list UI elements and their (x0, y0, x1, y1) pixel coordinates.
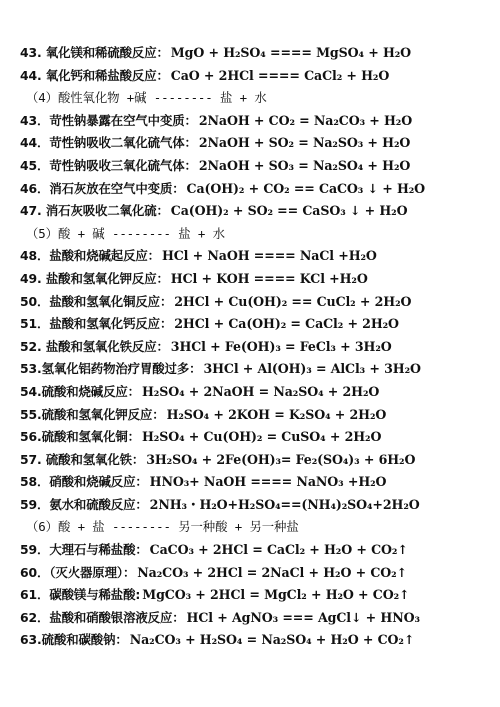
reaction-label: 53.氢氧化铝药物治疗胃酸过多： (20, 361, 202, 377)
reaction-label: 46．消石灰放在空气中变质： (20, 180, 185, 196)
equation-line-54 (20, 381, 490, 404)
reaction-equation: H₂SO₄ + Cu(OH)₂ = CuSO₄ + 2H₂O (141, 429, 382, 445)
reaction-label: 63.硫酸和碳酸钠： (20, 632, 128, 648)
reaction-label: 54.硫酸和烧碱反应： (20, 383, 140, 399)
equation-line-43-mgo (20, 42, 490, 65)
section-heading-6: （6）酸 + 盐 -------- 另一种酸 + 另一种盐 (26, 519, 299, 535)
reaction-label: 59．氨水和硫酸反应： (20, 496, 148, 512)
equation-line-44-naoh-so2 (20, 132, 490, 155)
reaction-equation: 2NaOH + CO₂ = Na₂CO₃ + H₂O (198, 112, 413, 128)
equation-line-59-marble (20, 539, 490, 562)
equation-line-52 (20, 336, 490, 359)
reaction-label: 60．（灭火器原理）： (20, 564, 136, 580)
reaction-label: 62．盐酸和硝酸银溶液反应： (20, 609, 185, 625)
reaction-equation: CaCO₃ + 2HCl = CaCl₂ + H₂O + CO₂↑ (149, 542, 408, 558)
reaction-equation: 2NaOH + SO₃ = Na₂SO₄ + H₂O (198, 157, 411, 173)
reaction-equation: 3HCl + Fe(OH)₃ = FeCl₃ + 3H₂O (170, 338, 392, 354)
reaction-equation: HCl + AgNO₃ === AgCl↓ + HNO₃ (186, 609, 420, 625)
reaction-label: 59．大理石与稀盐酸： (20, 542, 148, 558)
reaction-label: 44. 氧化钙和稀盐酸反应： (20, 67, 169, 83)
equation-line-62 (20, 607, 490, 630)
reaction-label: 52. 盐酸和氢氧化铁反应： (20, 338, 169, 354)
reaction-label: 58．硝酸和烧碱反应： (20, 474, 148, 490)
reaction-equation: Na₂CO₃ + 2HCl = 2NaCl + H₂O + CO₂↑ (137, 564, 408, 580)
reaction-label: 43．苛性钠暴露在空气中变质： (20, 112, 197, 128)
equation-line-47-caoh2-so2 (20, 200, 490, 223)
equation-line-57 (20, 449, 490, 472)
reaction-equation: CaO + 2HCl ==== CaCl₂ + H₂O (170, 67, 390, 83)
reaction-equation: Ca(OH)₂ + SO₂ == CaSO₃ ↓ + H₂O (170, 203, 408, 219)
equation-line-44-cao (20, 65, 490, 88)
equation-line-58 (20, 471, 490, 494)
reaction-equation: 3H₂SO₄ + 2Fe(OH)₃= Fe₂(SO₄)₃ + 6H₂O (146, 451, 416, 467)
reaction-label: 43. 氧化镁和稀硫酸反应： (20, 45, 169, 60)
reaction-equation: 2HCl + Ca(OH)₂ = CaCl₂ + 2H₂O (174, 316, 399, 332)
reaction-equation: MgCO₃ + 2HCl = MgCl₂ + H₂O + CO₂↑ (142, 587, 410, 603)
equation-line-53 (20, 358, 490, 381)
reaction-equation: MgO + H₂SO₄ ==== MgSO₄ + H₂O (170, 45, 412, 60)
reaction-equation: H₂SO₄ + 2KOH = K₂SO₄ + 2H₂O (166, 406, 387, 422)
equation-line-61 (20, 584, 490, 607)
reaction-label: 44．苛性钠吸收二氧化硫气体： (20, 135, 197, 151)
reaction-equation: HNO₃+ NaOH ==== NaNO₃ +H₂O (149, 474, 387, 490)
reaction-equation: HCl + NaOH ==== NaCl +H₂O (161, 248, 377, 264)
equation-line-43-naoh-co2 (20, 110, 490, 133)
equation-line-48 (20, 245, 490, 268)
reaction-label: 56.硫酸和氢氧化铜： (20, 429, 140, 445)
reaction-equation: Na₂CO₃ + H₂SO₄ = Na₂SO₄ + H₂O + CO₂↑ (129, 632, 415, 648)
reaction-label: 48．盐酸和烧碱起反应： (20, 248, 160, 264)
reaction-label: 51．盐酸和氢氧化钙反应： (20, 316, 173, 332)
reaction-label: 55.硫酸和氢氧化钾反应： (20, 406, 165, 422)
reaction-equation: H₂SO₄ + 2NaOH = Na₂SO₄ + 2H₂O (141, 383, 380, 399)
equation-line-56 (20, 426, 490, 449)
reaction-label: 57. 硫酸和氢氧化铁： (20, 451, 145, 467)
reaction-equation: Ca(OH)₂ + CO₂ == CaCO₃ ↓ + H₂O (186, 180, 426, 196)
equation-line-45-naoh-so3 (20, 155, 490, 178)
equation-line-50 (20, 291, 490, 314)
reaction-label: 49. 盐酸和氢氧化钾反应： (20, 270, 169, 286)
equation-line-49 (20, 268, 490, 291)
reaction-equation: 3HCl + Al(OH)₃ = AlCl₃ + 3H₂O (203, 361, 421, 377)
equation-line-46-caoh2-co2 (20, 178, 490, 201)
equation-line-59-ammonia (20, 494, 490, 517)
reaction-equation: 2HCl + Cu(OH)₂ == CuCl₂ + 2H₂O (174, 293, 412, 309)
equation-line-51 (20, 313, 490, 336)
section-heading-4: （4）酸性氧化物 +碱 -------- 盐 + 水 (26, 90, 267, 106)
equation-line-63 (20, 629, 490, 652)
reaction-equation: 2NaOH + SO₂ = Na₂SO₃ + H₂O (198, 135, 411, 151)
reaction-label: 61．碳酸镁与稀盐酸: (20, 587, 141, 603)
section-heading-5: （5）酸 + 碱 -------- 盐 + 水 (26, 225, 225, 241)
equation-line-55 (20, 404, 490, 427)
reaction-label: 45．苛性钠吸收三氧化硫气体： (20, 157, 197, 173)
reaction-equation: HCl + KOH ==== KCl +H₂O (170, 270, 368, 286)
reaction-equation: 2NH₃・H₂O+H₂SO₄==(NH₄)₂SO₄+2H₂O (149, 496, 420, 512)
equation-line-60 (20, 562, 490, 585)
reaction-label: 47. 消石灰吸收二氧化硫： (20, 203, 169, 219)
reaction-label: 50．盐酸和氢氧化铜反应： (20, 293, 173, 309)
